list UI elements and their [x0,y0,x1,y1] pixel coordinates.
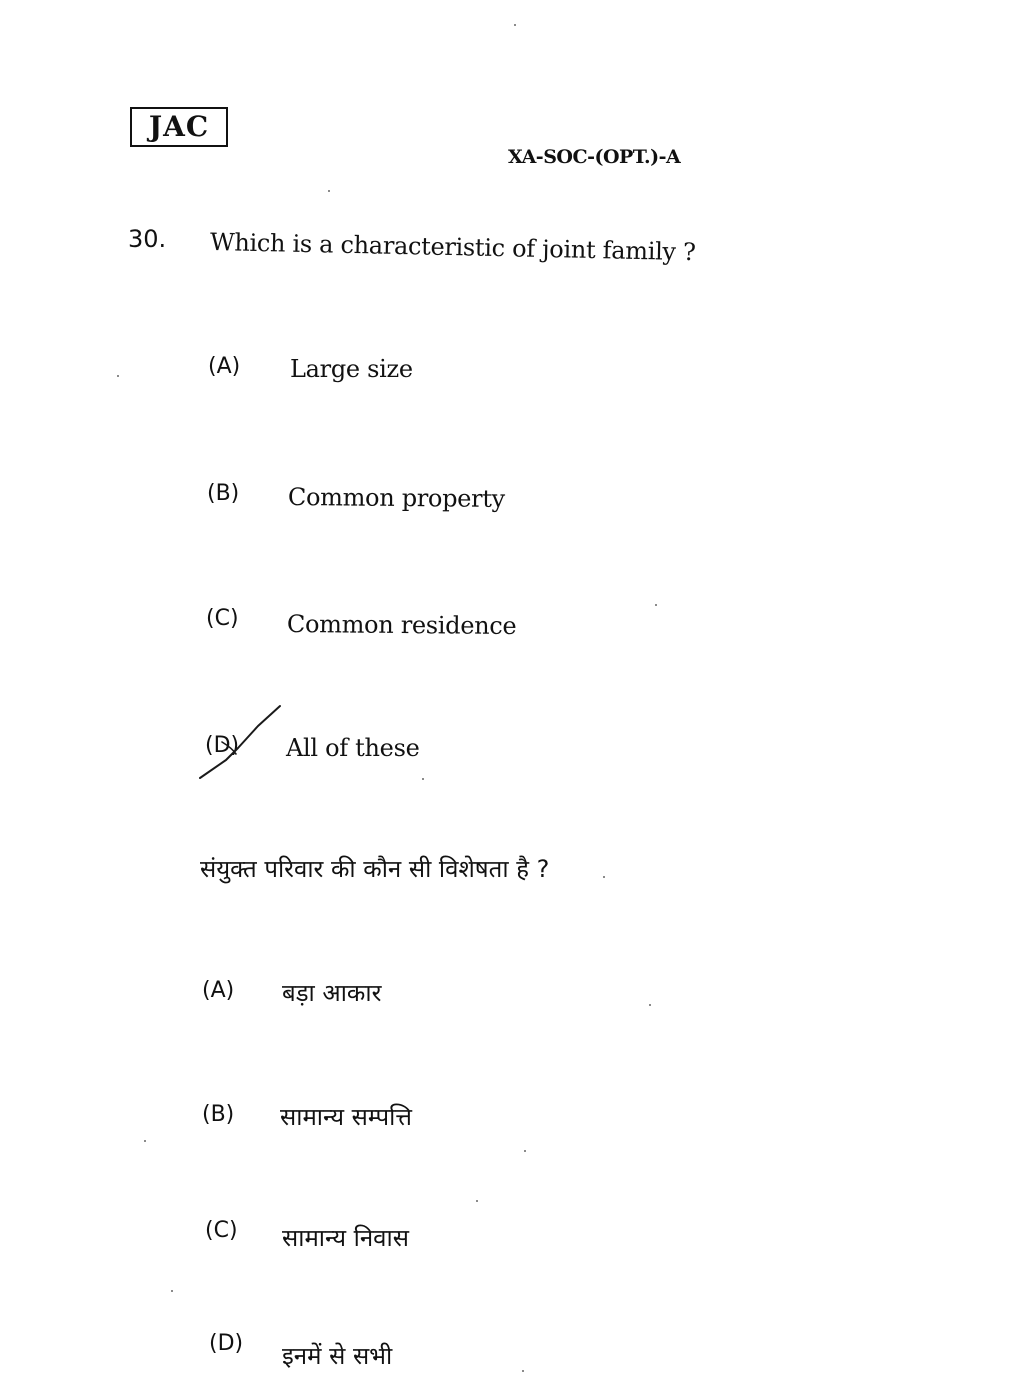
option-c-label-english: (C) [206,606,239,631]
scan-speck [422,778,424,780]
scan-speck [328,190,330,192]
option-b-text-hindi: सामान्य सम्पत्ति [280,1103,412,1131]
scan-speck [649,1004,651,1006]
answer-tick-mark [196,704,286,784]
scan-speck [514,24,516,26]
question-number: 30. [128,225,167,253]
option-d-label-hindi: (D) [209,1331,244,1356]
question-text-english: Which is a characteristic of joint family ? [209,228,696,267]
jac-logo-box: JAC [130,107,228,147]
option-a-label-english: (A) [208,354,241,379]
scan-speck [144,1140,146,1142]
option-c-label-hindi: (C) [205,1218,238,1243]
option-d-text-hindi: इनमें से सभी [282,1342,393,1370]
option-d-text-english: All of these [286,734,420,762]
option-c-text-hindi: सामान्य निवास [282,1224,409,1252]
option-a-text-english: Large size [290,355,413,383]
question-text-hindi: संयुक्त परिवार की कौन सी विशेषता है ? [200,855,550,883]
scan-speck [603,876,605,878]
option-b-label-hindi: (B) [202,1102,235,1127]
scan-speck [655,604,657,606]
scan-speck [117,375,119,377]
scan-speck [171,1290,173,1292]
option-b-text-english: Common property [287,483,506,513]
option-b-label-english: (B) [207,481,240,506]
scan-speck [524,1150,526,1152]
paper-code: XA-SOC-(OPT.)-A [508,146,681,168]
option-a-text-hindi: बड़ा आकार [282,979,382,1007]
scan-speck [522,1370,524,1372]
option-d-label-english: (D) [205,733,240,758]
option-c-text-english: Common residence [286,610,517,641]
scan-speck [476,1200,478,1202]
option-a-label-hindi: (A) [202,978,235,1003]
